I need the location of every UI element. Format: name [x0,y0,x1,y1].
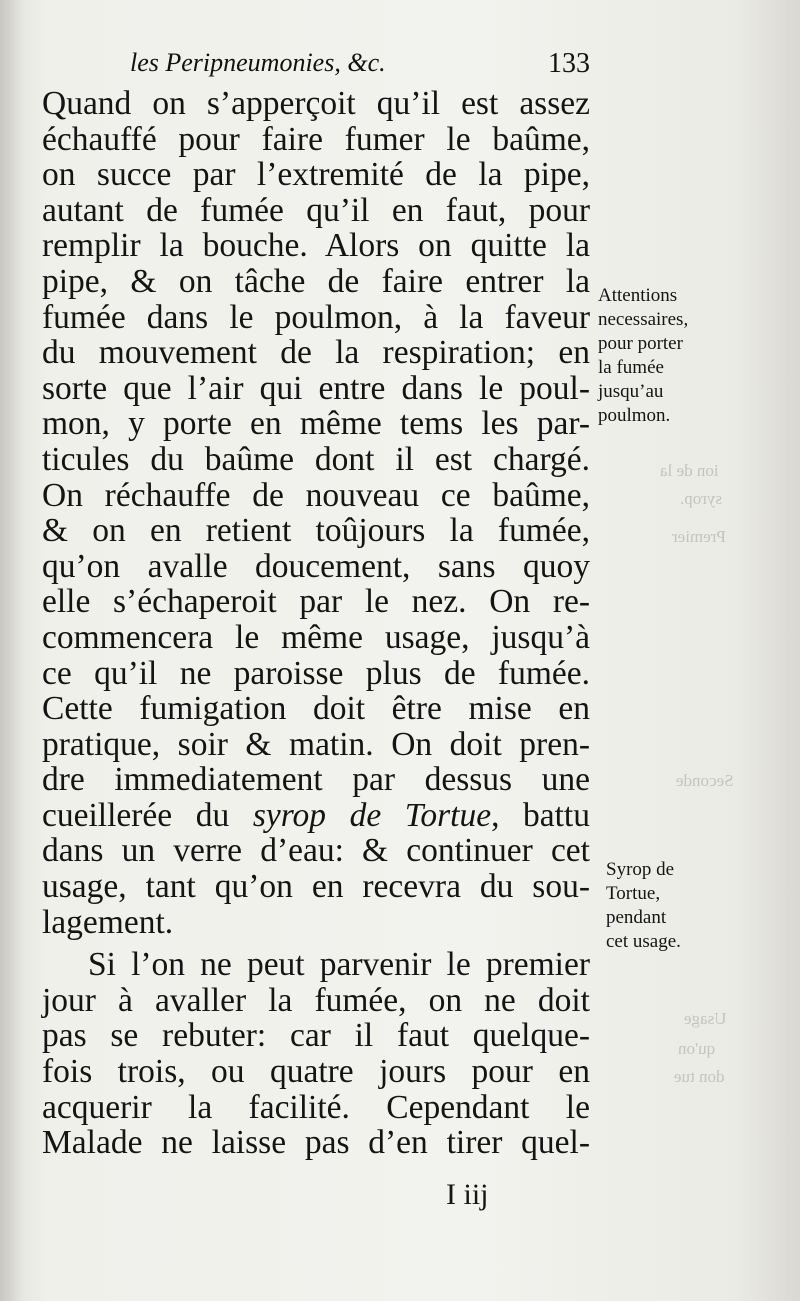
margin-note-line: poulmon. [598,405,671,426]
show-through-text: ion de la [660,461,719,480]
margin-note-line: Tortue, [606,883,661,904]
text-segment: , battu [491,796,590,834]
show-through-text: qu'on [678,1039,716,1058]
show-through-text: Usage [684,1009,727,1028]
text-line-with-italic [42,798,590,834]
running-title: les Peripneumonies, &c. [130,48,386,77]
text-line: Si l’on ne peut parvenir le premier [88,946,590,984]
margin-note-syrop [606,858,681,954]
margin-note-line: necessaires, [598,309,689,330]
text-line: du mouvement de la respiration; en [42,334,590,372]
text-line: Malade ne laisse pas d’en tirer quel- [42,1124,590,1162]
text-line: pas se rebuter: car il faut quelque- [42,1017,590,1055]
signature-mark: I iij [446,1178,489,1211]
text-line: ticules du baûme dont il est chargé. [42,440,590,478]
show-through-text: don tue [674,1067,725,1086]
text-line: fumée dans le poulmon, à la faveur [42,298,590,336]
text-line: dre immediatement par dessus une [42,761,590,799]
margin-note-line: la fumée [598,357,664,378]
text-line: mon, y porte en même tems les par- [42,405,590,443]
gutter-shadow [0,0,24,1301]
text-line: & on en retient toûjours la fumée, [42,512,590,550]
text-segment: cueillerée du [42,796,230,834]
text-line: échauffé pour faire fumer le baûme, [42,120,590,158]
text-line: remplir la bouche. Alors on quitte la [42,227,590,265]
text-line: on succe par l’extremité de la pipe, [42,156,590,194]
margin-note-line: cet usage. [606,931,681,952]
text-line: usage, tant qu’on en recevra du sou- [42,868,590,906]
margin-note-line: Syrop de [606,859,675,880]
margin-note-line: jusqu’au [598,381,664,402]
text-line: Cette fumigation doit être mise en [42,690,590,728]
text-line: On réchauffe de nouveau ce baûme, [42,476,590,514]
body-text [42,86,590,1161]
paragraph-end-line: lagement. [42,903,174,941]
text-line: qu’on avalle doucement, sans quoy [42,547,590,585]
text-line: pratique, soir & matin. On doit pren- [42,725,590,763]
margin-note-line: pour porter [598,333,683,354]
page-number: 133 [548,48,590,79]
margin-note-attentions [598,284,688,428]
show-through-text: Seconde [676,771,734,790]
text-line: jour à avaller la fumée, on ne doit [42,981,590,1019]
show-through-text: syrop. [680,489,723,508]
text-line: pipe, & on tâche de faire entrer la [42,262,590,300]
margin-note-line: Attentions [598,285,678,306]
text-line: sorte que l’air qui entre dans le poul- [42,369,590,407]
margin-note-line: pendant [606,907,667,928]
text-line: Quand on s’apperçoit qu’il est assez [42,85,590,122]
text-line: fois trois, ou quatre jours pour en [42,1053,590,1091]
running-head [130,48,590,84]
show-through-text: Premier [672,527,726,546]
text-line: ce qu’il ne paroisse plus de fumée. [42,654,590,692]
text-line: autant de fumée qu’il en faut, pour [42,191,590,229]
text-line: acquerir la facilité. Cependant le [42,1088,590,1126]
text-line: dans un verre d’eau: & continuer cet [42,832,590,870]
text-line: elle s’échaperoit par le nez. On re- [42,583,590,621]
italic-term: syrop de Tortue [252,796,492,834]
text-line: commencera le même usage, jusqu’à [42,618,590,656]
